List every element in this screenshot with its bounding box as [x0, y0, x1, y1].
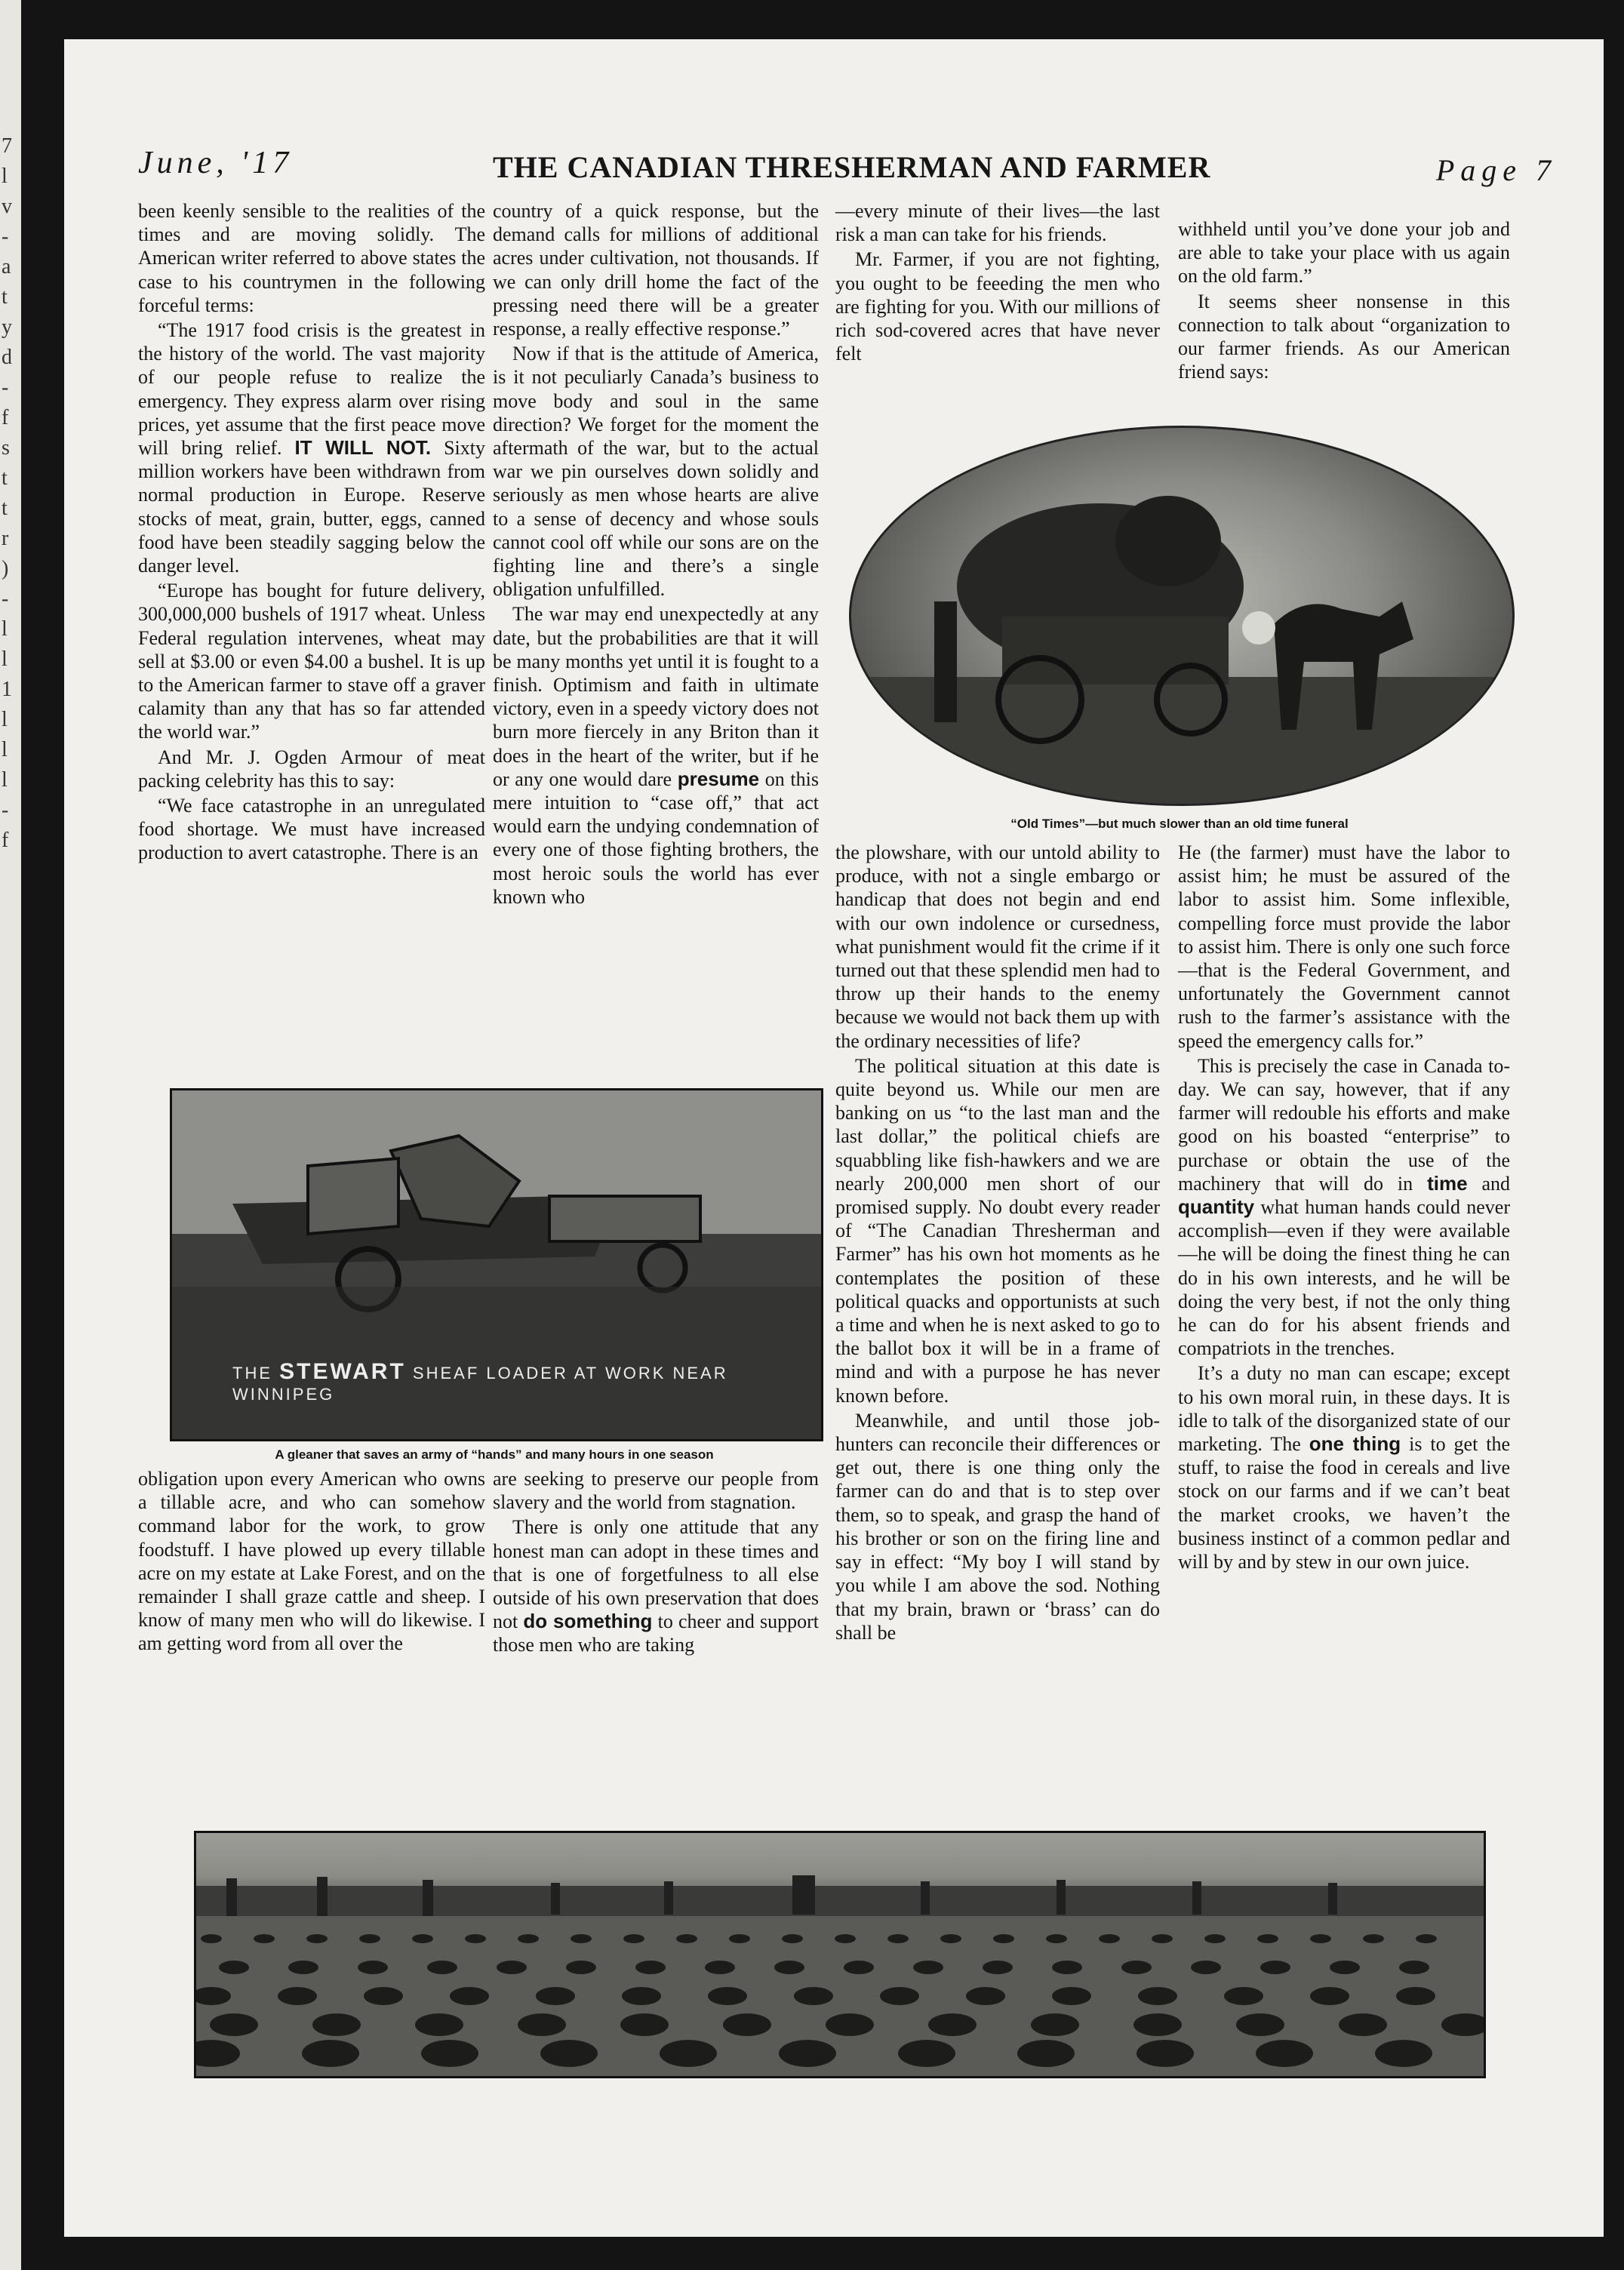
- edge-glyph: v: [2, 195, 12, 218]
- column-2-top: [493, 199, 819, 910]
- paragraph: “We face catastrophe in an unregulated food shortage. We must have increased production to avert catastrophe. There is an: [138, 795, 485, 864]
- stook-shape: [1260, 1961, 1290, 1974]
- stook-shape: [782, 1934, 803, 1943]
- stook-shape: [729, 1934, 750, 1943]
- paragraph: There is only one attitude that any honest man can adopt in these times and that is one of forgetfulness to all else outside of his own preservation that does not do something to cheer and support those men who are taking: [493, 1516, 820, 1656]
- adjacent-page-edge: [0, 0, 21, 2270]
- edge-glyph: l: [2, 768, 8, 792]
- stook-shape: [536, 1987, 575, 2005]
- stook-shape: [1136, 2040, 1194, 2067]
- stook-shape: [1256, 2040, 1313, 2067]
- stook-shape: [219, 1961, 249, 1974]
- stook-shape: [993, 1934, 1014, 1943]
- stook-shape: [1257, 1934, 1278, 1943]
- paragraph: It seems sheer nonsense in this connection to talk about “organization to our farmer friends. As our American friend says:: [1178, 290, 1510, 383]
- stook-shape: [1046, 1934, 1067, 1943]
- column-4-middle: [1178, 841, 1510, 1575]
- edge-glyph: 1: [2, 678, 12, 701]
- stook-shape: [774, 1961, 804, 1974]
- paragraph: The war may end unexpectedly at any date, but the probabilities are that it will be many months yet until it is fought to a finish. Optimism and faith in ultimate victory, even in a speedy victory does not burn more fiercely in any Briton than it does in the heart of the writer, but if he or any one would dare presume on this mere intuition to “case off,” that act would earn the undying condemnation of every one of those fighting brothers, the most heroic souls the world has ever known who: [493, 603, 819, 908]
- edge-glyph: d: [2, 346, 12, 369]
- paragraph: the plowshare, with our untold ability to produce, with not a single embargo or handicap that does not begin and end with our own indolence or cursedness, what punishment would fit the crime if it turned out that these splendid men had to throw up their hands to the enemy because we would not back them up with the ordinary necessities of life?: [835, 841, 1160, 1052]
- stook-shape: [302, 2040, 359, 2067]
- stook-shape: [635, 1961, 666, 1974]
- stook-shape: [566, 1961, 596, 1974]
- edge-glyph: l: [2, 165, 8, 188]
- paragraph: withheld until you’ve done your job and are able to take your place with us again on the old farm.”: [1178, 218, 1510, 288]
- column-4-top: [1178, 217, 1510, 385]
- edge-glyph: a: [2, 255, 11, 278]
- stook-shape: [1310, 1934, 1331, 1943]
- stook-shape: [844, 1961, 874, 1974]
- reapers-field-illustration: [196, 1833, 1484, 2076]
- stook-shape: [359, 1934, 380, 1943]
- stook-shape: [835, 1934, 856, 1943]
- photo-caption: A gleaner that saves an army of “hands” and many hours in one season: [275, 1447, 714, 1462]
- stook-shape: [1121, 1961, 1152, 1974]
- paragraph: It’s a duty no man can escape; except to his own moral ruin, in these days. It is idle to talk of the disorganized state of our marketing. The one thing is to get the stuff, to raise the food in cereals and live stock on our farms and if we can’t beat the market crooks, we haven’t the business instinct of a common pedlar and will by and by stew in our own juice.: [1178, 1362, 1510, 1573]
- stook-shape: [1133, 2013, 1182, 2036]
- photo-caption: “Old Times”—but much slower than an old time funeral: [1010, 817, 1349, 831]
- stook-shape: [571, 1934, 592, 1943]
- column-3-top: [835, 199, 1160, 367]
- photo-inline-caption: THE STEWART SHEAF LOADER AT WORK NEAR WINNIPEG: [232, 1359, 728, 1404]
- paragraph: He (the farmer) must have the labor to assist him; he must be assured of the labor to assist him. Some inflexible, compelling force must provide the labor to assist him. There is only one such force—that is the Federal Government, and unfortunately the Government cannot rush to the farmer’s assistance with the speed the emergency calls for.”: [1178, 841, 1510, 1052]
- field-panorama-photo: [194, 1831, 1486, 2078]
- edge-glyph: -: [2, 798, 9, 822]
- paragraph: And Mr. J. Ogden Armour of meat packing celebrity has this to say:: [138, 746, 485, 792]
- stook-shape: [1099, 1934, 1120, 1943]
- stook-shape: [940, 1934, 961, 1943]
- emphasis: presume: [677, 767, 760, 790]
- emphasis: quantity: [1178, 1195, 1255, 1219]
- edge-glyph: f: [2, 406, 9, 429]
- edge-glyph: l: [2, 617, 8, 641]
- edge-glyph: l: [2, 738, 8, 761]
- stook-shape: [312, 2013, 361, 2036]
- edge-glyph: t: [2, 466, 8, 490]
- stook-shape: [983, 1961, 1013, 1974]
- stook-shape: [497, 1961, 527, 1974]
- stook-shape: [1031, 2013, 1079, 2036]
- column-1-top: [138, 199, 485, 866]
- stook-shape: [708, 1987, 747, 2005]
- hay-wagon-illustration: [851, 428, 1512, 804]
- stook-shape: [518, 2013, 566, 2036]
- stook-shape: [622, 1987, 661, 2005]
- stook-shape: [465, 1934, 486, 1943]
- stook-shape: [1052, 1987, 1091, 2005]
- paragraph: “The 1917 food crisis is the greatest in the history of the world. The vast majority of our people refuse to realize the emergency. They express alarm over rising prices, yet assume that the first peace move will bring relief. IT WILL NOT. Sixty million workers have been withdrawn from normal production in Europe. Reserve stocks of meat, grain, butter, eggs, canned food have been steadily sagging below the danger level.: [138, 319, 486, 577]
- paragraph: Mr. Farmer, if you are not fighting, you ought to be feeeding the men who are fighting for you. With our millions of rich sod-covered acres that have never felt: [835, 248, 1160, 365]
- emphasis: one thing: [1309, 1432, 1401, 1456]
- stook-shape: [1204, 1934, 1226, 1943]
- stook-shape: [1416, 1934, 1437, 1943]
- stook-shape: [1152, 1934, 1173, 1943]
- stook-shape: [1339, 2013, 1387, 2036]
- stook-shape: [1191, 1961, 1221, 1974]
- stook-shape: [1224, 1987, 1263, 2005]
- stook-shape: [723, 2013, 771, 2036]
- paragraph: —every minute of their lives—the last risk a man can take for his friends.: [835, 200, 1160, 246]
- paragraph: country of a quick response, but the demand calls for millions of additional acres under cultivation, not thousands. If we can only drill home the fact of the pressing need there will be a greater response, a really effective response.”: [493, 200, 819, 340]
- sheaf-loader-photo: [170, 1088, 823, 1441]
- paragraph: obligation upon every American who owns a tillable acre, and who can somehow command labor for the work, to grow foodstuff. I have plowed up every tillable acre on my estate at Lake Forest, and on the remainder I shall graze cattle and sheep. I know of many men who will do likewise. I am getting word from all over the: [138, 1468, 485, 1655]
- stook-shape: [288, 1961, 318, 1974]
- stook-shape: [1236, 2013, 1284, 2036]
- stook-shape: [1375, 2040, 1432, 2067]
- publication-title: THE CANADIAN THRESHERMAN AND FARMER: [493, 150, 1211, 184]
- stook-shape: [1330, 1961, 1360, 1974]
- paragraph: been keenly sensible to the realities of the times and are moving solidly. The American writer referred to above states the case to his countrymen in the following forceful terms:: [138, 200, 485, 316]
- stook-shape: [415, 2013, 463, 2036]
- edge-glyph: l: [2, 647, 8, 671]
- paragraph: are seeking to preserve our people from slavery and the world from stagnation.: [493, 1468, 819, 1514]
- stook-shape: [210, 2013, 258, 2036]
- old-times-photo: [849, 426, 1515, 806]
- emphasis: do something: [523, 1610, 653, 1633]
- paragraph: Meanwhile, and until those job-hunters can reconcile their differences or get out, there is one thing only the farmer can do and that is to step over them, so to speak, and grasp the hand of his brother or son on the firing line and say in effect: “My boy I will stand by you while I am above the sod. Nothing that my brain, brawn or ‘brass’ can do shall be: [835, 1409, 1160, 1644]
- column-2-bottom: [493, 1467, 819, 1659]
- stook-shape: [826, 2013, 874, 2036]
- paragraph: This is precisely the case in Canada to-day. We can say, however, that if any farmer will redouble his efforts and make good on his boasted “enterprise” to purchase or obtain the use of the machinery that will do in time and quantity what human hands could never accomplish—even if they were available—he will be doing the finest thing he can do in his own interests, and he will be doing the very best, if not the only thing he can do for his absent friends and compatriots in the trenches.: [1178, 1054, 1511, 1360]
- edge-glyph: y: [2, 315, 12, 339]
- stook-shape: [676, 1934, 697, 1943]
- stook-shape: [254, 1934, 275, 1943]
- stook-shape: [913, 1961, 943, 1974]
- edge-glyph: -: [2, 587, 9, 611]
- stook-shape: [705, 1961, 735, 1974]
- stook-shape: [427, 1961, 457, 1974]
- stook-shape: [1017, 2040, 1075, 2067]
- stook-shape: [794, 1987, 833, 2005]
- stook-shape: [623, 1934, 644, 1943]
- stook-shape: [201, 1934, 222, 1943]
- stook-shape: [1310, 1987, 1349, 2005]
- stook-shape: [1399, 1961, 1429, 1974]
- paragraph: “Europe has bought for future delivery, 300,000,000 bushels of 1917 wheat. Unless Federal regulation intervenes, wheat may sell at $3.00 or even $4.00 a bushel. It is up to the American farmer to stave off a graver calamity than any that has so far attended the world war.”: [138, 580, 485, 743]
- edge-glyph: -: [2, 376, 9, 399]
- stook-shape: [518, 1934, 539, 1943]
- stook-shape: [450, 1987, 489, 2005]
- stook-shape: [887, 1934, 909, 1943]
- stook-shape: [1396, 1987, 1435, 2005]
- stook-shape: [1363, 1934, 1384, 1943]
- stook-shape: [306, 1934, 328, 1943]
- stook-shape: [1052, 1961, 1082, 1974]
- column-3-middle: [835, 841, 1160, 1646]
- stook-shape: [880, 1987, 919, 2005]
- stook-shape: [620, 2013, 669, 2036]
- magazine-page: [64, 39, 1604, 2237]
- stook-shape: [540, 2040, 598, 2067]
- stook-shape: [966, 1987, 1005, 2005]
- stook-shape: [364, 1987, 403, 2005]
- stook-shape: [779, 2040, 836, 2067]
- column-1-bottom: [138, 1467, 485, 1657]
- emphasis: IT WILL NOT.: [294, 436, 432, 460]
- edge-glyph: -: [2, 225, 9, 248]
- paragraph: Now if that is the attitude of America, is it not peculiarly Canada’s business to move body and soul in the same direction? We forget for the moment the aftermath of the war, but to the actual war we pin ourselves down solidly and seriously as men whose hearts are alive to a sense of decency and whose souls cannot cool off while our sons are on the fighting line and there’s a single obligation unfulfilled.: [493, 343, 819, 601]
- edge-glyph: t: [2, 285, 8, 309]
- brand-name: STEWART: [279, 1359, 406, 1384]
- page-number: Page 7: [1435, 153, 1557, 187]
- edge-glyph: s: [2, 436, 10, 460]
- emphasis: time: [1427, 1171, 1468, 1195]
- stook-shape: [421, 2040, 478, 2067]
- stook-shape: [1138, 1987, 1177, 2005]
- stook-shape: [928, 2013, 977, 2036]
- stook-shape: [660, 2040, 717, 2067]
- issue-date: June, '17: [138, 146, 294, 180]
- paragraph: The political situation at this date is quite beyond us. While our men are banking on us “to the last man and the last dollar,” the political chiefs are squabbling like fish-hawkers and we are nearly 200,000 men short of our promised supply. No doubt every reader of “The Canadian Thresherman and Farmer” has his own hot moments as he contemplates the position of these political quacks and opportunists at such a time and when he is next asked to go to the ballot box it will be in a frame of mind and with a purpose he has never known before.: [835, 1054, 1160, 1407]
- edge-glyph: r: [2, 527, 9, 550]
- page-header: [64, 145, 1604, 190]
- edge-glyph: t: [2, 497, 8, 520]
- stook-shape: [278, 1987, 317, 2005]
- stook-shape: [898, 2040, 955, 2067]
- edge-glyph: l: [2, 708, 8, 731]
- edge-glyph: 7: [2, 134, 12, 158]
- stook-shape: [412, 1934, 433, 1943]
- stook-shape: [358, 1961, 388, 1974]
- edge-glyph: f: [2, 829, 9, 852]
- edge-glyph: ): [2, 557, 9, 580]
